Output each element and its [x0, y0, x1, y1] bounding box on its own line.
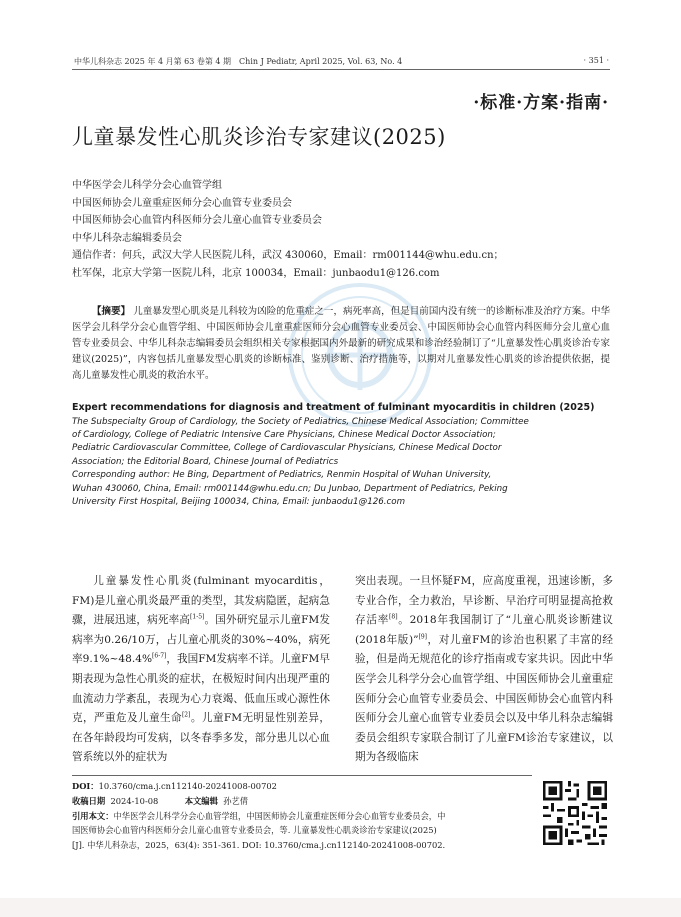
abstract-text: 儿童暴发型心肌炎是儿科较为凶险的危重症之一，病死率高，但是目前国内没有统一的诊断标准及治疗方案。中华医学会儿科学分会心血管学组、中国医师协会儿童重症医师分会心血管专业委员会、中国医师协会心血管内科医师分会儿童心血管专业委员会、中华儿科杂志编辑委员会组织相关专家根据国内外最新的研究成果和诊治经验制订了“儿童暴发性心肌炎诊治专家建议(2025)”，内容包括儿童暴发型心肌炎的诊断标准、鉴别诊断、治疗措施等，以期对儿童暴发性心肌炎的诊治提供依据，提高儿童暴发性心肌炎的救治水平。	[72, 306, 610, 381]
english-line: of Cardiology, College of Pediatric Intensive Care Physicians, Chinese Medical Doctor Association;	[72, 429, 496, 440]
english-line: Corresponding author: He Bing, Department of Pediatrics, Renmin Hospital of Wuhan University,	[72, 470, 492, 481]
body-text: 。儿童FM无明显性别差异，在各年龄段均可发病，以冬春季多发，部分患儿以心血管系统以外的症状为	[72, 712, 330, 764]
cite-line: 国医师协会心血管内科医师分会儿童心血管专业委员会，等. 儿童暴发性心肌炎诊治专家建议(2025)	[72, 825, 437, 836]
body-text: 。2018年我国制订了“儿童心肌炎诊断建议(2018年版)”	[355, 614, 614, 646]
body-text: ，我国FM发病率不详。儿童FM早期表现为急性心肌炎的症状，在极短时间内出现严重的血流动力学紊乱，表现为心力衰竭、低血压或心源性休克，严重危及儿童生命	[72, 653, 330, 725]
body-column-right	[355, 572, 613, 768]
body-column-left	[72, 572, 330, 768]
header-rule	[72, 69, 610, 70]
english-line: Wuhan 430060, China, Email: rm001144@whu.edu.cn; Du Junbao, Department of Pediatrics, Peking	[72, 483, 508, 494]
abstract-label: 【摘要】	[92, 306, 131, 317]
english-line: Pediatric Cardiovascular Committee, College of Cardiovascular Physicians, Chinese Medical Doctor	[72, 443, 502, 454]
english-line: Association; the Editorial Board, Chinese Journal of Pediatrics	[72, 456, 339, 467]
section-tag: ·标准·方案·指南·	[473, 93, 609, 113]
author-block	[72, 177, 504, 282]
citation-ref[interactable]: [8]	[389, 613, 398, 621]
author-line: 中华医学会儿科学分会心血管学组	[72, 180, 222, 191]
cite-line: 中华医学会儿科学分会心血管学组，中国医师协会儿童重症医师分会心血管专业委员会，中	[113, 810, 446, 821]
author-line: 中华儿科杂志编辑委员会	[72, 232, 182, 244]
page-number: · 351 ·	[583, 56, 609, 65]
citation-ref[interactable]: [9]	[418, 633, 427, 641]
body-text: 儿童暴发性心肌炎(fulminant myocarditis，FM)是儿童心肌炎最严重的类型，其发病隐匿，起病急骤，进展迅速，病死率高	[72, 575, 330, 627]
citation-ref[interactable]: [6-7]	[152, 652, 167, 660]
author-line: 中国医师协会儿童重症医师分会心血管专业委员会	[72, 197, 292, 209]
footer-rule	[72, 775, 532, 776]
english-title: Expert recommendations for diagnosis and treatment of fulminant myocarditis in children (2025)	[72, 402, 595, 413]
footer-info	[72, 779, 532, 853]
page-bottom-strip	[0, 898, 681, 917]
body-paragraph	[72, 572, 330, 768]
english-line: The Subspecialty Group of Cardiology, the Society of Pediatrics, Chinese Medical Association; Committee	[72, 416, 529, 427]
abstract-cn	[72, 304, 610, 384]
body-text: 突出表现。一旦怀疑FM，应高度重视，迅速诊断，多专业合作，全力救治，早诊断、早治疗可明显提高抢救存活率	[355, 575, 613, 627]
body-paragraph	[355, 572, 613, 768]
corresponding-author: 通信作者：何兵，武汉大学人民医院儿科，武汉 430060，Email：rm001144@whu.edu.cn；	[72, 250, 504, 261]
running-header: 中华儿科杂志 2025 年 4 月第 63 卷第 4 期 Chin J Pediatr, April 2025, Vol. 63, No. 4	[74, 57, 403, 66]
english-line: University First Hospital, Beijing 100034, China, Email: junbaodu1@126.com	[72, 496, 406, 507]
received-date: 2024-10-08	[110, 795, 159, 806]
citation-ref[interactable]: [2]	[181, 711, 191, 719]
cite-line: [J]. 中华儿科杂志，2025，63(4): 351-361. DOI: 10.3760/cma.j.cn112140-20241008-00702.	[72, 840, 446, 851]
doi-label: DOI：	[72, 781, 99, 791]
body-text: ，对儿童FM的诊治也积累了丰富的经验，但是尚无规范化的诊疗指南或专家共识。因此中华医学会儿科学分会心血管学组、中国医师协会儿童重症医师分会心血管专业委员会、中国医师协会心血管内科医师分会儿童心血管专业委员会以及中华儿科杂志编辑委员会组织专家联合制订了儿童FM诊治专家建议，以期为各级临床	[355, 633, 613, 764]
cite-label: 引用本文：	[72, 810, 114, 821]
article-title: 儿童暴发性心肌炎诊治专家建议(2025)	[72, 125, 446, 149]
editor-name: 孙艺倩	[223, 795, 249, 806]
qr-code-icon[interactable]	[540, 778, 610, 848]
doi-value[interactable]: 10.3760/cma.j.cn112140-20241008-00702	[98, 781, 277, 791]
author-line: 中国医师协会心血管内科医师分会儿童心血管专业委员会	[72, 215, 322, 226]
english-abstract	[72, 401, 610, 509]
citation-ref[interactable]: [1-5]	[190, 613, 205, 621]
body-text: 。国外研究显示儿童FM发病率为0.26/10万，占儿童心肌炎的30%~40%，病死率9.1%~48.4%	[72, 614, 331, 666]
received-label: 收稿日期	[72, 795, 106, 806]
editor-label: 本文编辑	[184, 795, 218, 806]
corresponding-author: 杜军保，北京大学第一医院儿科，北京 100034，Email：junbaodu1@126.com	[72, 267, 440, 279]
